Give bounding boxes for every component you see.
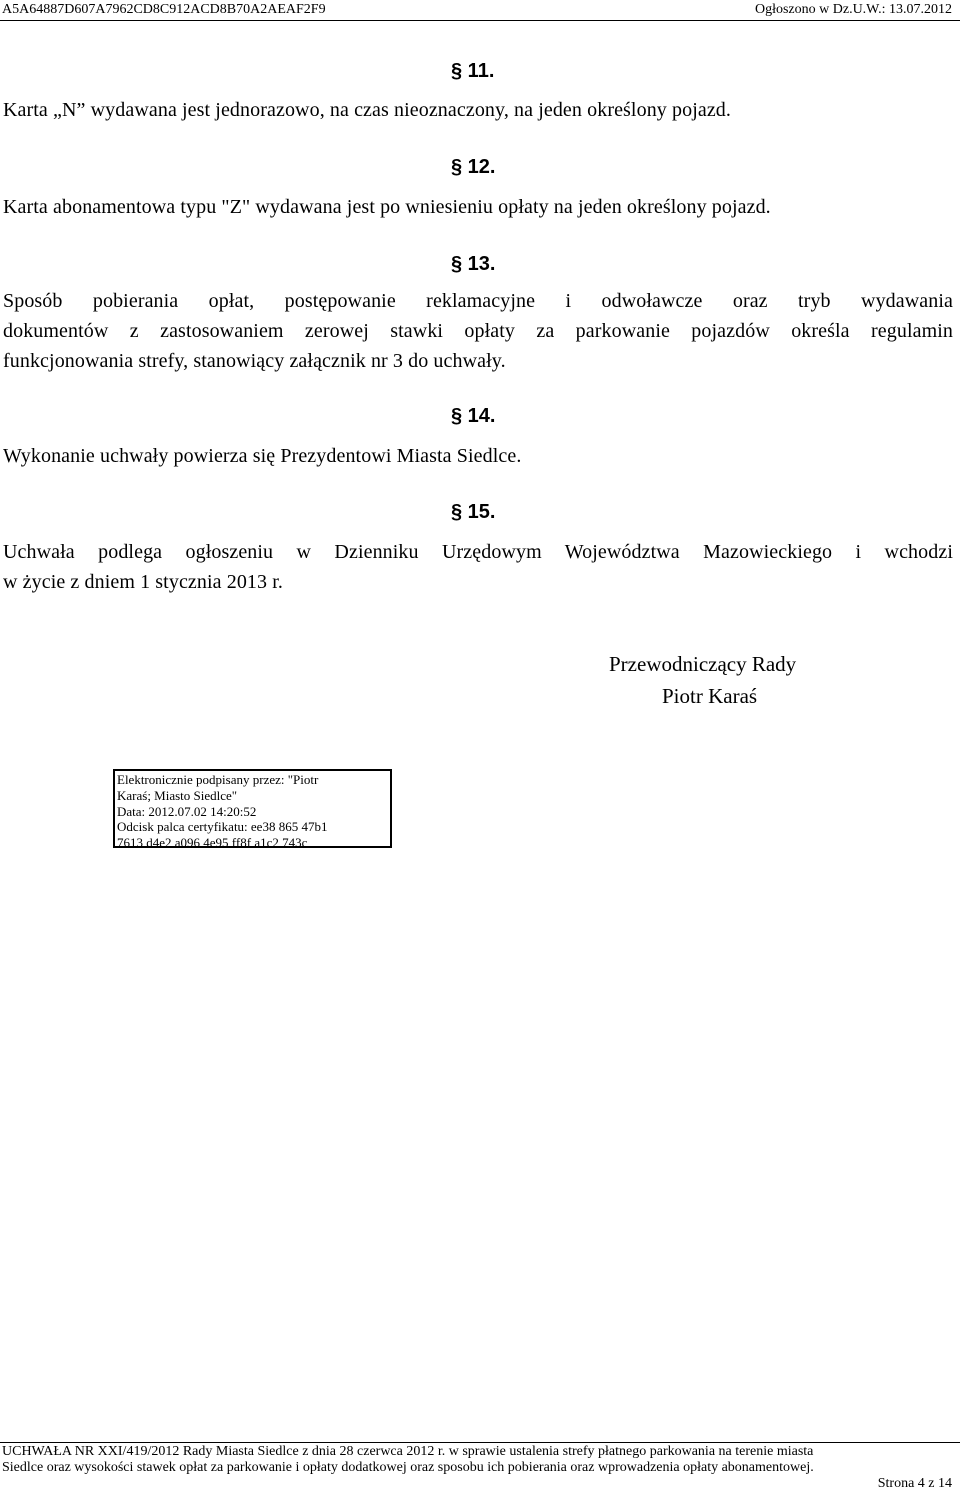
footer-title-line-2: Siedlce oraz wysokości stawek opłat za parkowanie i opłaty dodatkowej oraz sposobu ich pobierania oraz wprowadzenia opłaty abonamentowej.: [2, 1460, 814, 1475]
esig-line-5: 7613 d4e2 a096 4e95 ff8f a1c2 743c: [117, 835, 308, 851]
section-15-line-2: w życie z dniem 1 stycznia 2013 r.: [3, 571, 283, 593]
esig-line-1: Elektronicznie podpisany przez: "Piotr: [117, 772, 319, 787]
electronic-signature-box: [113, 769, 392, 851]
section-mark-14: § 14.: [451, 405, 496, 427]
section-13-line-3: funkcjonowania strefy, stanowiący załącznik nr 3 do uchwały.: [3, 350, 506, 372]
document-id: A5A64887D607A7962CD8C912ACD8B70A2AEAF2F9: [2, 2, 326, 17]
section-mark-12: § 12.: [451, 156, 496, 178]
esig-line-2: Karaś; Miasto Siedlce": [117, 787, 238, 803]
section-text-14: Wykonanie uchwały powierza się Prezydentowi Miasta Siedlce.: [3, 445, 522, 467]
header-divider: [0, 20, 960, 21]
section-text-11: Karta „N” wydawana jest jednorazowo, na czas nieoznaczony, na jeden określony pojazd.: [3, 99, 732, 121]
signatory-role: Przewodniczący Rady: [609, 652, 797, 676]
section-mark-15: § 15.: [451, 501, 496, 523]
section-13-line-1: Sposób pobierania opłat, postępowanie reklamacyjne i odwoławcze oraz tryb wydawania: [3, 290, 953, 312]
section-mark-13: § 13.: [451, 253, 496, 275]
publication-date: Ogłoszono w Dz.U.W.: 13.07.2012: [754, 2, 952, 17]
footer-title-line-1: UCHWAŁA NR XXI/419/2012 Rady Miasta Siedlce z dnia 28 czerwca 2012 r. w sprawie ustalenia strefy płatnego parkowania na terenie miasta: [2, 1444, 814, 1459]
footer-divider: [0, 1442, 960, 1443]
esig-line-4: Odcisk palca certyfikatu: ee38 865 47b1: [117, 819, 328, 835]
signatory-name: Piotr Karaś: [662, 684, 758, 708]
section-text-13: [3, 286, 953, 376]
section-15-line-1: Uchwała podlega ogłoszeniu w Dzienniku Urzędowym Województwa Mazowieckiego i wchodzi: [3, 541, 953, 563]
section-mark-11: § 11.: [451, 60, 495, 82]
esig-line-3: Data: 2012.07.02 14:20:52: [117, 803, 257, 819]
page-number: Strona 4 z 14: [877, 1476, 952, 1491]
section-text-15: [3, 537, 953, 597]
section-text-12: Karta abonamentowa typu "Z" wydawana jest po wniesieniu opłaty na jeden określony pojazd.: [3, 196, 771, 218]
section-13-line-2: dokumentów z zastosowaniem zerowej stawki opłaty za parkowanie pojazdów określa regulamin: [3, 320, 953, 342]
